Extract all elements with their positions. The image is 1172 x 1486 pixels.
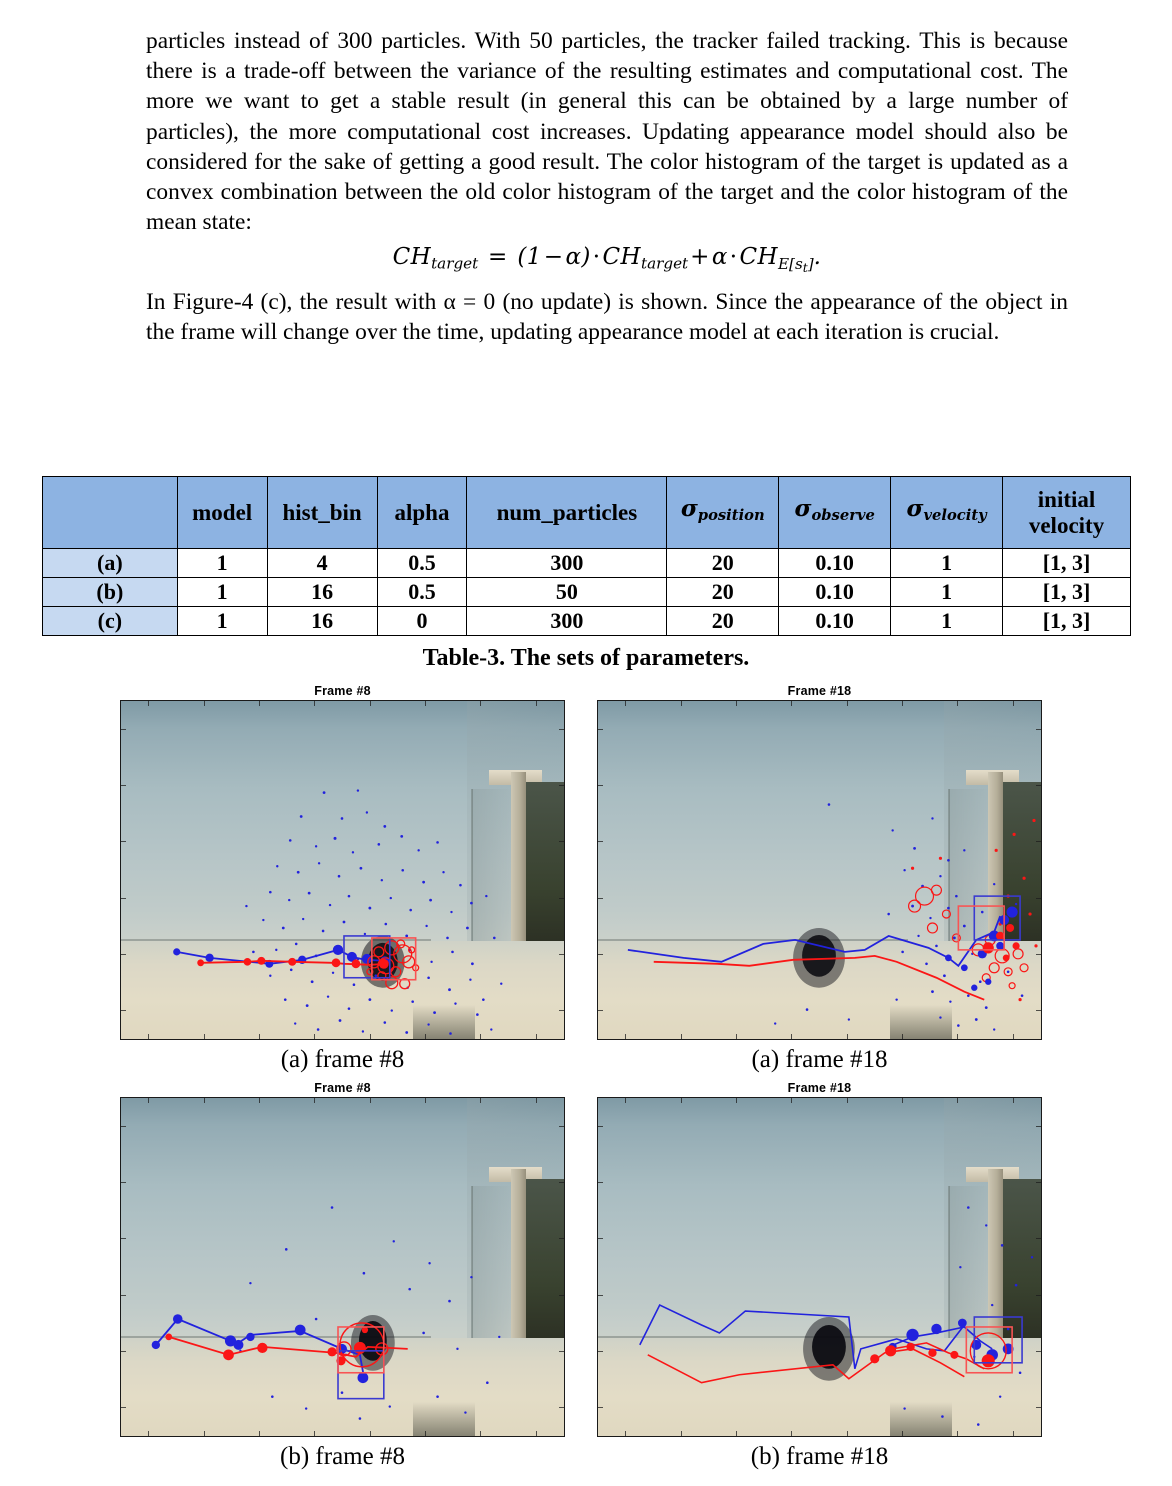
figure-grid xyxy=(0,683,1172,1477)
table-caption: Table-3. The sets of parameters. xyxy=(422,645,750,671)
cell-model: 1 xyxy=(177,607,267,636)
equation-period: . xyxy=(813,244,822,271)
equation-term1-open: (1 xyxy=(517,244,542,271)
figure-panel-a-frame-18 xyxy=(597,683,1042,1077)
cell-hist-bin: 4 xyxy=(267,549,377,578)
cell-alpha: 0.5 xyxy=(377,578,467,607)
bounding-boxes xyxy=(966,1317,1022,1373)
frame-title: Frame #18 xyxy=(787,1081,852,1095)
body-text xyxy=(146,26,1068,347)
tracking-image-a-frame-8 xyxy=(120,700,565,1040)
tracking-image-b-frame-8 xyxy=(120,1097,565,1437)
row-label-a: (a) xyxy=(43,549,178,578)
color-histogram-update-equation xyxy=(146,240,1068,284)
equation-lhs: $CH_{target}$ xyxy=(392,244,479,273)
table-header-hist-bin: hist_bin xyxy=(267,477,377,549)
frame-title: Frame #8 xyxy=(314,1081,371,1095)
equation-dot-1: · xyxy=(592,244,601,271)
particle-cloud xyxy=(239,1206,500,1420)
table-row xyxy=(43,578,1131,607)
equation-plus: + xyxy=(690,244,710,271)
particle-cloud xyxy=(903,1206,1033,1426)
equation-alpha-1: α xyxy=(565,244,582,271)
cell-initial-velocity: [1, 3] xyxy=(1003,578,1131,607)
figure-caption: (b) frame #8 xyxy=(280,1443,405,1470)
cell-sigma-position: 20 xyxy=(667,549,779,578)
cell-sigma-position: 20 xyxy=(667,607,779,636)
table-header-corner xyxy=(43,477,178,549)
frame-title: Frame #8 xyxy=(314,684,371,698)
cell-sigma-observe: 0.10 xyxy=(779,578,891,607)
equation-term3: $CH_{E[s_t]}$ xyxy=(739,244,814,275)
figure-caption: (b) frame #18 xyxy=(750,1443,889,1470)
cell-sigma-velocity: 1 xyxy=(891,607,1003,636)
cell-sigma-observe: 0.10 xyxy=(779,607,891,636)
table-header-initial-velocity: initial velocity xyxy=(1003,477,1131,549)
table-header-sigma-position: $\sigma_{position}$ xyxy=(667,477,779,549)
table-header-num-particles: num_particles xyxy=(467,477,667,549)
row-label-b: (b) xyxy=(43,578,178,607)
figure-row-bottom xyxy=(0,1080,1172,1477)
table-row xyxy=(43,607,1131,636)
tracking-image-a-frame-18 xyxy=(597,700,1042,1040)
cell-num-particles: 300 xyxy=(467,549,667,578)
figure-panel-a-frame-8 xyxy=(120,683,565,1077)
bounding-boxes xyxy=(958,896,1020,950)
equation-term1-close: ) xyxy=(581,244,591,271)
tracking-overlay xyxy=(121,701,564,1039)
figure-panel-b-frame-8 xyxy=(120,1080,565,1474)
table-header-model: model xyxy=(177,477,267,549)
cell-initial-velocity: [1, 3] xyxy=(1003,607,1131,636)
table-header-sigma-velocity: $\sigma_{velocity}$ xyxy=(891,477,1003,549)
cell-hist-bin: 16 xyxy=(267,578,377,607)
equation-minus: − xyxy=(543,244,564,271)
table-header-alpha: alpha xyxy=(377,477,467,549)
tracking-image-b-frame-18 xyxy=(597,1097,1042,1437)
equation-dot-2: · xyxy=(729,244,738,271)
cell-alpha: 0 xyxy=(377,607,467,636)
equation-alpha-2: α xyxy=(711,244,728,271)
parameters-table-container xyxy=(42,476,1131,636)
table-header-row xyxy=(43,477,1131,549)
tracking-overlay xyxy=(598,1098,1041,1436)
tracking-overlay xyxy=(121,1098,564,1436)
particle-cloud xyxy=(774,803,1023,1030)
equation-term2: $CH_{target}$ xyxy=(602,244,689,273)
cell-num-particles: 300 xyxy=(467,607,667,636)
row-label-c: (c) xyxy=(43,607,178,636)
cell-sigma-position: 20 xyxy=(667,578,779,607)
target-blur xyxy=(803,1317,855,1381)
frame-title: Frame #18 xyxy=(787,684,852,698)
tracking-overlay xyxy=(598,701,1041,1039)
figure-panel-b-frame-18 xyxy=(597,1080,1042,1474)
particle-cloud xyxy=(245,789,502,1034)
figure-caption: (a) frame #18 xyxy=(751,1046,888,1073)
figure-caption: (a) frame #8 xyxy=(280,1046,405,1073)
paragraph-2: In Figure-4 (c), the result with α = 0 (no update) is shown. Since the appearance of the object in the frame will change over the time, updating appearance model at each iteration is crucial. xyxy=(146,288,1068,345)
equation-term3-subscript: E[st] xyxy=(777,254,814,275)
cell-model: 1 xyxy=(177,549,267,578)
cell-hist-bin: 16 xyxy=(267,607,377,636)
figure-row-top xyxy=(0,683,1172,1080)
table-header-sigma-observe: $\sigma_{observe}$ xyxy=(779,477,891,549)
cell-alpha: 0.5 xyxy=(377,549,467,578)
table-body xyxy=(43,549,1131,636)
parameters-table xyxy=(42,476,1131,636)
table-header xyxy=(43,477,1131,549)
equation-equals: = xyxy=(487,244,508,271)
cell-num-particles: 50 xyxy=(467,578,667,607)
table-row xyxy=(43,549,1131,578)
paragraph-1: particles instead of 300 particles. With 50 particles, the tracker failed tracking. This is because there is a trade-off between the variance of the resulting estimates and computational cost. The more we want to get a stable result (in general this can be obtained by a large number of particles), the more computational cost increases. Updating appearance model should also be considered for the sake of getting a good result. The color histogram of the target is updated as a convex combination between the old color histogram of the target and the color histogram of the mean state: xyxy=(146,28,1068,236)
cell-sigma-velocity: 1 xyxy=(891,578,1003,607)
cell-model: 1 xyxy=(177,578,267,607)
cell-initial-velocity: [1, 3] xyxy=(1003,549,1131,578)
cell-sigma-velocity: 1 xyxy=(891,549,1003,578)
cell-sigma-observe: 0.10 xyxy=(779,549,891,578)
